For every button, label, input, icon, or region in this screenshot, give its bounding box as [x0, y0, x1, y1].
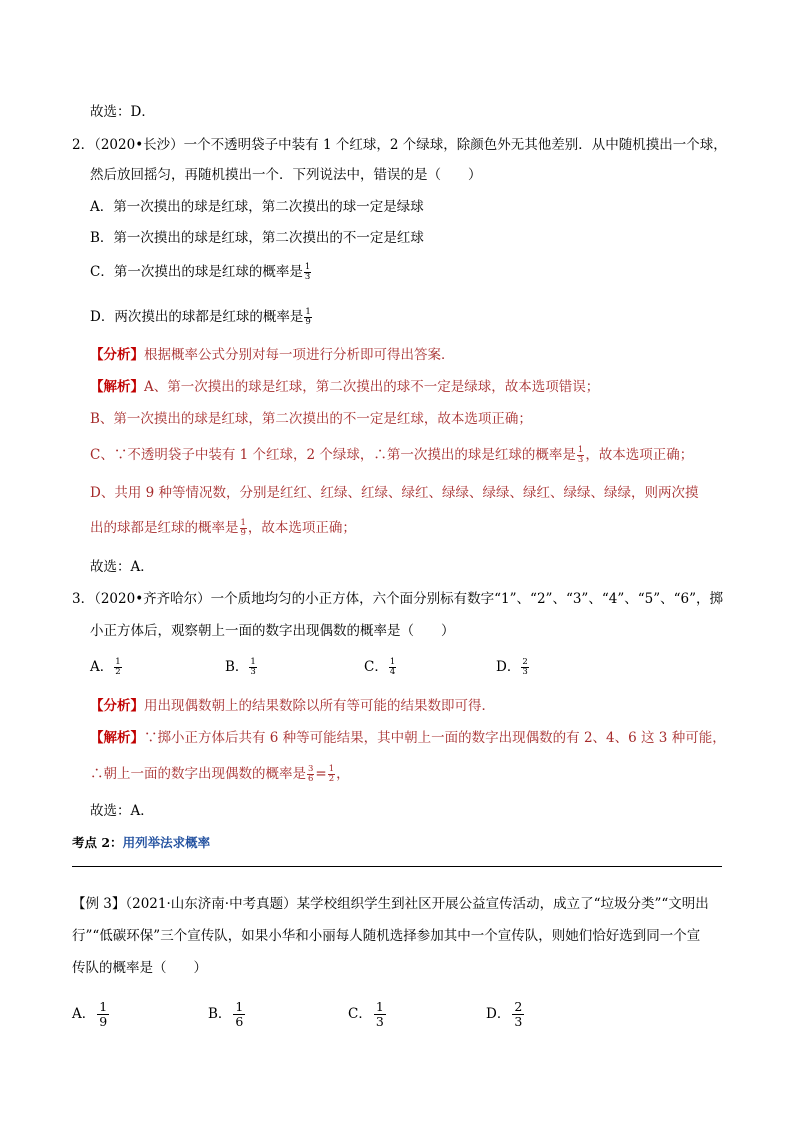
q3-option-c: C． $\frac{1}{4}$: [364, 657, 396, 677]
fraction: $\frac{1}{3}$: [304, 262, 311, 282]
fraction: $\frac{1}{3}$: [577, 445, 584, 465]
q3-analysis: 【分析】用出现偶数朝上的结果数除以所有等可能的结果数即可得．: [90, 698, 495, 714]
q2-option-c: C．第一次摸出的球是红球的概率是 $\frac{1}{3}$: [90, 262, 311, 282]
ex3-option-a: A． $\frac{1}{9}$: [72, 999, 108, 1029]
q3-option-a: A． $\frac{1}{2}$: [90, 657, 121, 677]
q2-option-a: A．第一次摸出的球是红球，第二次摸出的球一定是绿球: [90, 199, 424, 215]
q3-stem-line1: 3．（2020•齐齐哈尔）一个质地均匀的小正方体，六个面分别标有数字“1”、“2”、“3”、“4”、“5”、“6”，掷: [72, 591, 724, 607]
fraction: $\frac{1}{6}$: [235, 999, 244, 1029]
q3-option-b: B． $\frac{1}{3}$: [225, 657, 256, 677]
q2-option-b: B．第一次摸出的球是红球，第二次摸出的不一定是红球: [90, 230, 424, 246]
fraction: $\frac{1}{3}$: [250, 657, 256, 677]
q2-solution-d-line1: D、共用 9 种等情况数，分别是红红、红绿、红绿、绿红、绿绿、绿绿、绿红、绿绿、绿绿，则两次摸: [90, 485, 699, 501]
fraction: $\frac{1}{2}$: [115, 657, 121, 677]
section-heading: 考点 2：用列举法求概率: [72, 835, 211, 850]
q2-solution-b: B、第一次摸出的球是红球，第二次摸出的不一定是红球，故本选项正确；: [90, 411, 532, 427]
ex3-option-d: D． $\frac{2}{3}$: [486, 999, 523, 1029]
ex3-option-b: B． $\frac{1}{6}$: [208, 999, 244, 1029]
fraction: $\frac{1}{9}$: [99, 999, 108, 1029]
ex3-stem-line2: 行”“低碳环保”三个宣传队，如果小华和小丽每人随机选择参加其中一个宣传队，则她们恰好选到同一个宣: [72, 928, 701, 944]
fraction: $\frac{1}{9}$: [240, 518, 246, 538]
fraction: $\frac{1}{2}$: [328, 764, 335, 784]
ex3-option-c: C． $\frac{1}{3}$: [348, 999, 384, 1029]
fraction: $\frac{1}{4}$: [389, 657, 396, 677]
q2-answer: 故选：A．: [90, 559, 154, 575]
fraction: $\frac{2}{3}$: [522, 657, 528, 677]
q2-option-d: D．两次摸出的球都是红球的概率是 $\frac{1}{9}$: [90, 307, 311, 327]
q2-solution-a: 【解析】A、第一次摸出的球是红球，第二次摸出的球不一定是绿球，故本选项错误；: [90, 379, 600, 395]
q3-solution-line2: ∴朝上一面的数字出现偶数的概率是 $\frac{3}{6}$ = $\frac{1}{2}$ ，: [90, 764, 350, 784]
q2-solution-d-line2: 出的球都是红球的概率是 $\frac{1}{9}$ ，故本选项正确；: [90, 518, 356, 538]
fraction: $\frac{3}{6}$: [308, 764, 314, 784]
q3-solution-line1: 【解析】∵掷小正方体后共有 6 种等可能结果，其中朝上一面的数字出现偶数的有 2、4、6 这 3 种可能，: [90, 730, 726, 746]
section-divider: [72, 866, 722, 867]
fraction: $\frac{1}{9}$: [305, 307, 311, 327]
ex3-stem-line1: 【例 3】（2021·山东济南·中考真题）某学校组织学生到社区开展公益宣传活动，成立了“垃圾分类”“文明出: [72, 896, 709, 912]
top-answer: 故选：D．: [90, 104, 155, 120]
q2-stem-line2: 然后放回摇匀，再随机摸出一个．下列说法中，错误的是（ ）: [90, 167, 482, 183]
ex3-stem-line3: 传队的概率是（ ）: [72, 960, 207, 976]
q3-answer: 故选：A．: [90, 803, 154, 819]
fraction: $\frac{2}{3}$: [514, 999, 523, 1029]
q2-solution-c: C、∵不透明袋子中装有 1 个红球，2 个绿球，∴第一次摸出的球是红球的概率是 $\frac{1}{3}$ ，故本选项正确；: [90, 445, 694, 465]
q3-stem-line2: 小正方体后，观察朝上一面的数字出现偶数的概率是（ ）: [90, 623, 455, 639]
q2-analysis: 【分析】根据概率公式分别对每一项进行分析即可得出答案．: [90, 347, 455, 363]
q3-option-d: D． $\frac{2}{3}$: [496, 657, 528, 677]
q2-stem-line1: 2．（2020•长沙）一个不透明袋子中装有 1 个红球，2 个绿球，除颜色外无其他差别．从中随机摸出一个球，: [72, 137, 727, 153]
fraction: $\frac{1}{3}$: [375, 999, 384, 1029]
